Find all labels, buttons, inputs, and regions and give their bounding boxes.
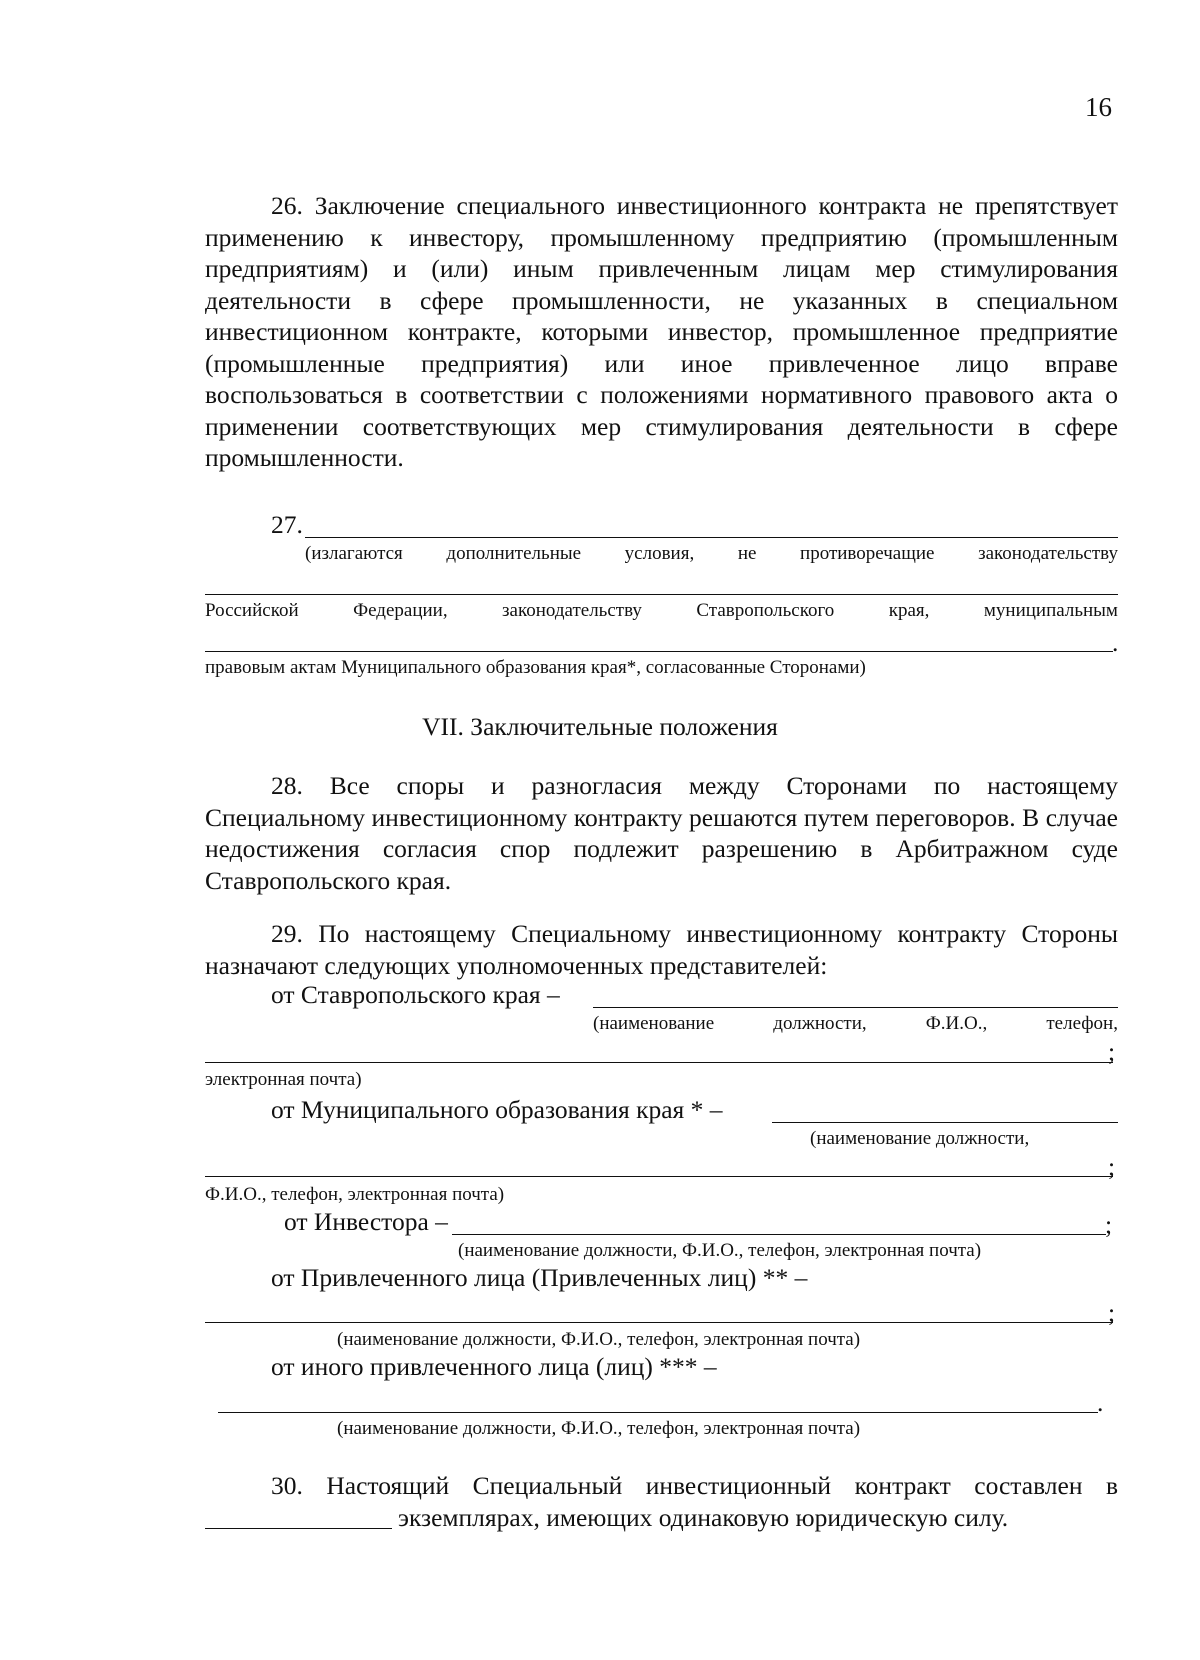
fill-line-mo-2[interactable] (205, 1176, 1113, 1177)
rep-mo-label: от Муниципального образования края * – (271, 1095, 723, 1124)
fill-line-krai-2[interactable] (205, 1062, 1113, 1063)
caption-27-2: Российской Федерации, законодательству Ставропольского края, муниципальным (205, 600, 1118, 621)
fill-line-krai-1[interactable] (593, 1007, 1118, 1008)
fill-line-attracted[interactable] (205, 1322, 1113, 1323)
paragraph-26: 26. Заключение специального инвестиционного контракта не препятствует применению к инвестору, промышленному предприятию (промышленным предприятиям) и (или) иным привлеченным лицам мер стимулирования деятельности в сфере промышленности, не указанных в специальном инвестиционном контракте, которыми инвестор, промышленное предприятие (промышленные предприятия) или иное привлеченное лицо вправе воспользоваться в соответствии с положениями нормативного правового акта о применении соответствующих мер стимулирования деятельности в сфере промышленности. (205, 191, 1118, 472)
semicolon-mo: ; (1108, 1152, 1116, 1181)
caption-mo-1: (наименование должности, (810, 1128, 1030, 1149)
paragraph-27-number: 27. (271, 510, 303, 539)
paragraph-29: 29. По настоящему Специальному инвестиционному контракту Стороны назначают следующих уполномоченных представителей: (205, 919, 1118, 980)
paragraph-30-line2: экземплярах, имеющих одинаковую юридическую силу. (398, 1503, 1009, 1532)
fill-line-27-2[interactable] (205, 594, 1118, 595)
caption-krai-1: (наименование должности, Ф.И.О., телефон, (593, 1013, 1118, 1034)
fill-line-27-1[interactable] (305, 537, 1118, 538)
fill-line-mo-1[interactable] (772, 1122, 1118, 1123)
caption-other: (наименование должности, Ф.И.О., телефон, электронная почта) (337, 1418, 861, 1439)
end-period-27: . (1112, 628, 1119, 657)
section-heading: VII. Заключительные положения (422, 712, 778, 741)
rep-attracted-label: от Привлеченного лица (Привлеченных лиц) ** – (271, 1263, 808, 1292)
rep-krai-label: от Ставропольского края – (271, 980, 560, 1009)
semicolon-krai: ; (1108, 1037, 1116, 1066)
paragraph-28: 28. Все споры и разногласия между Сторонами по настоящему Специальному инвестиционному контракту решаются путем переговоров. В случае недостижения согласия спор подлежит разрешению в Арбитражном суде Ставропольского края. (205, 771, 1118, 895)
caption-investor: (наименование должности, Ф.И.О., телефон, электронная почта) (458, 1240, 982, 1261)
caption-mo-2: Ф.И.О., телефон, электронная почта) (205, 1184, 505, 1205)
page-number: 16 (1085, 92, 1112, 122)
paragraph-30-line1: 30. Настоящий Специальный инвестиционный контракт составлен в (271, 1471, 1118, 1500)
caption-27-1: (излагаются дополнительные условия, не противоречащие законодательству (305, 543, 1118, 564)
rep-investor-label: от Инвестора – (284, 1207, 448, 1236)
caption-27-3: правовым актам Муниципального образования края*, согласованные Сторонами) (205, 657, 866, 678)
fill-line-27-3[interactable] (205, 651, 1113, 652)
caption-attracted: (наименование должности, Ф.И.О., телефон, электронная почта) (337, 1329, 861, 1350)
rep-other-label: от иного привлеченного лица (лиц) *** – (271, 1352, 717, 1381)
fill-line-copies[interactable] (205, 1528, 392, 1529)
caption-krai-2: электронная почта) (205, 1069, 362, 1090)
fill-line-investor[interactable] (452, 1234, 1106, 1235)
semicolon-investor: ; (1105, 1210, 1113, 1239)
semicolon-attracted: ; (1108, 1298, 1116, 1327)
fill-line-other[interactable] (218, 1412, 1098, 1413)
period-other: . (1097, 1388, 1104, 1417)
